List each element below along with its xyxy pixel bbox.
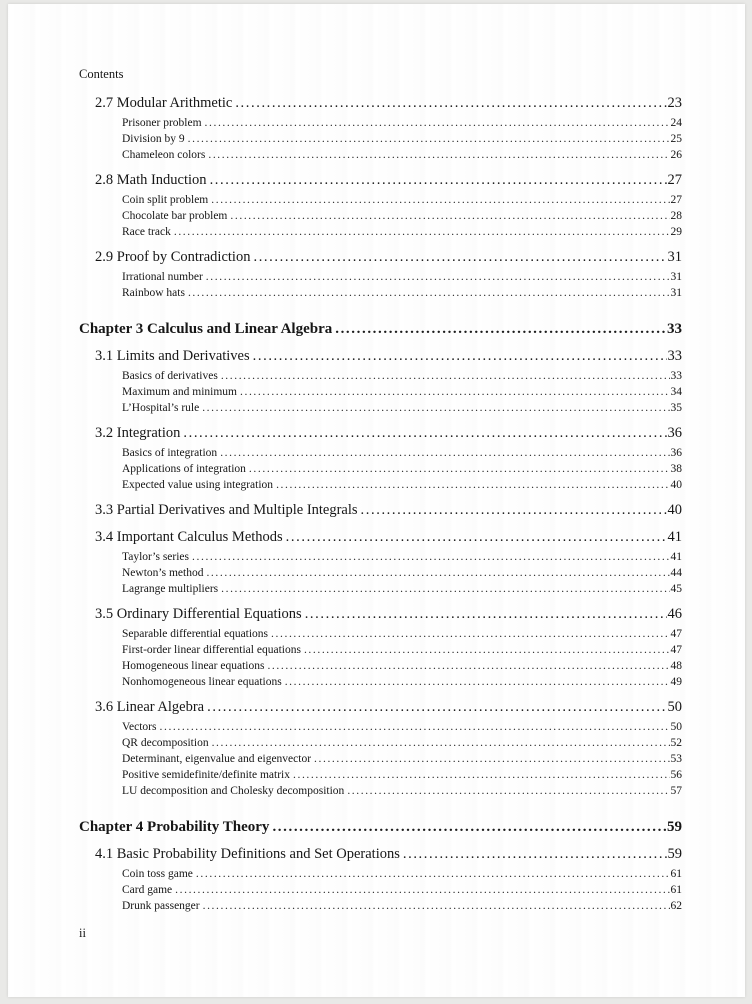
toc-entry-label: 2.7 Modular Arithmetic [95, 95, 233, 111]
toc-entry-label: Card game [122, 884, 173, 896]
toc-entry-label: Homogeneous linear equations [122, 660, 265, 672]
toc-entry-page: 47 [670, 644, 682, 656]
toc-entry-page: 45 [670, 583, 682, 595]
dot-leader [188, 285, 670, 301]
toc-entry-label: Coin split problem [122, 194, 209, 206]
toc-entry-sub[interactable] [79, 384, 682, 400]
toc-entry-sub[interactable] [79, 735, 682, 751]
dot-leader [175, 882, 669, 898]
dot-leader [211, 192, 669, 208]
toc-entry-label: Expected value using integration [122, 479, 274, 491]
dot-leader [314, 751, 669, 767]
dot-leader [203, 898, 670, 914]
toc-entry-chapter[interactable] [79, 319, 682, 339]
toc-entry-sub[interactable] [79, 269, 682, 285]
toc-entry-section[interactable] [79, 171, 682, 190]
toc-entry-label: Drunk passenger [122, 900, 200, 912]
toc-entry-label: 3.6 Linear Algebra [95, 699, 205, 715]
dot-leader [347, 783, 669, 799]
toc-entry-label: 2.9 Proof by Contradiction [95, 249, 251, 265]
toc-entry-page: 48 [670, 660, 682, 672]
dot-leader [271, 626, 669, 642]
toc-entry-label: Division by 9 [122, 133, 185, 145]
toc-entry-label: 2.8 Math Induction [95, 172, 207, 188]
toc-entry-label: 3.2 Integration [95, 425, 181, 441]
toc-entry-sub[interactable] [79, 445, 682, 461]
toc-entry-page: 56 [670, 769, 682, 781]
toc-entry-section[interactable] [79, 424, 682, 443]
toc-entry-label: Basics of derivatives [122, 370, 218, 382]
toc-entry-sub[interactable] [79, 208, 682, 224]
toc-entry-page: 28 [670, 210, 682, 222]
toc-entry-page: 27 [670, 194, 682, 206]
dot-leader [253, 248, 666, 267]
dot-leader [207, 698, 666, 717]
toc-entry-page: 50 [670, 721, 682, 733]
dot-leader [403, 845, 667, 864]
dot-leader [285, 674, 670, 690]
toc-entry-label: Chapter 3 Calculus and Linear Algebra [79, 321, 333, 337]
toc-entry-page: 44 [670, 567, 682, 579]
dot-leader [286, 528, 667, 547]
toc-entry-page: 31 [667, 249, 682, 265]
dot-leader [293, 767, 670, 783]
toc-entry-sub[interactable] [79, 898, 682, 914]
toc-entry-label: Newton’s method [122, 567, 204, 579]
toc-entry-label: Lagrange multipliers [122, 583, 219, 595]
toc-entry-page: 31 [670, 287, 682, 299]
toc-entry-sub[interactable] [79, 400, 682, 416]
dot-leader [221, 581, 669, 597]
toc-entry-label: QR decomposition [122, 737, 209, 749]
toc-entry-label: Taylor’s series [122, 551, 190, 563]
toc-entry-page: 59 [667, 819, 682, 835]
dot-leader [267, 658, 669, 674]
dot-leader [192, 549, 669, 565]
page-content [79, 67, 682, 914]
running-head: Contents [79, 67, 124, 81]
dot-leader [253, 347, 667, 366]
toc-entry-sub[interactable] [79, 882, 682, 898]
toc-entry-page: 33 [667, 321, 682, 337]
toc-entry-section[interactable] [79, 501, 682, 520]
dot-leader [208, 147, 669, 163]
toc-entry-section[interactable] [79, 248, 682, 267]
toc-entry-label: Positive semidefinite/definite matrix [122, 769, 290, 781]
toc-entry-page: 29 [670, 226, 682, 238]
toc-entry-page: 53 [670, 753, 682, 765]
toc-entry-label: 3.4 Important Calculus Methods [95, 529, 283, 545]
toc-entry-page: 59 [667, 846, 682, 862]
dot-leader [206, 565, 669, 581]
dot-leader [249, 461, 670, 477]
toc-entry-chapter[interactable] [79, 817, 682, 837]
table-of-contents [79, 94, 682, 914]
toc-entry-page: 35 [670, 402, 682, 414]
toc-entry-sub[interactable] [79, 368, 682, 384]
toc-entry-sub[interactable] [79, 147, 682, 163]
toc-entry-page: 49 [670, 676, 682, 688]
toc-entry-sub[interactable] [79, 115, 682, 131]
toc-entry-page: 40 [670, 479, 682, 491]
toc-entry-page: 40 [667, 502, 682, 518]
toc-entry-label: 3.5 Ordinary Differential Equations [95, 606, 302, 622]
toc-entry-sub[interactable] [79, 285, 682, 301]
toc-entry-page: 36 [667, 425, 682, 441]
toc-entry-label: Applications of integration [122, 463, 246, 475]
toc-entry-page: 38 [670, 463, 682, 475]
toc-entry-section[interactable] [79, 347, 682, 366]
toc-entry-page: 41 [667, 529, 682, 545]
toc-entry-sub[interactable] [79, 783, 682, 799]
toc-entry-label: Determinant, eigenvalue and eigenvector [122, 753, 312, 765]
page-number-folio: ii [79, 926, 86, 940]
toc-entry-label: Nonhomogeneous linear equations [122, 676, 282, 688]
toc-entry-page: 31 [670, 271, 682, 283]
toc-entry-page: 61 [670, 868, 682, 880]
toc-entry-page: 23 [667, 95, 682, 111]
dot-leader [196, 866, 670, 882]
toc-entry-label: Chocolate bar problem [122, 210, 228, 222]
dot-leader [240, 384, 670, 400]
toc-entry-page: 41 [670, 551, 682, 563]
toc-entry-page: 36 [670, 447, 682, 459]
toc-entry-label: Chameleon colors [122, 149, 206, 161]
toc-entry-page: 47 [670, 628, 682, 640]
toc-entry-section[interactable] [79, 605, 682, 624]
toc-entry-page: 62 [670, 900, 682, 912]
toc-entry-label: Maximum and minimum [122, 386, 237, 398]
dot-leader [272, 817, 666, 837]
dot-leader [188, 131, 670, 147]
dot-leader [174, 224, 670, 240]
dot-leader [220, 445, 669, 461]
toc-entry-sub[interactable] [79, 642, 682, 658]
toc-entry-label: Basics of integration [122, 447, 218, 459]
toc-entry-label: Rainbow hats [122, 287, 185, 299]
dot-leader [305, 605, 667, 624]
toc-entry-page: 24 [670, 117, 682, 129]
toc-entry-label: Race track [122, 226, 171, 238]
toc-entry-page: 27 [667, 172, 682, 188]
dot-leader [212, 735, 670, 751]
toc-entry-sub[interactable] [79, 461, 682, 477]
dot-leader [361, 501, 667, 520]
toc-entry-label: 3.3 Partial Derivatives and Multiple Integrals [95, 502, 358, 518]
toc-entry-section[interactable] [79, 845, 682, 864]
dot-leader [205, 115, 670, 131]
toc-entry-label: Coin toss game [122, 868, 193, 880]
document-page [8, 4, 745, 997]
dot-leader [160, 719, 670, 735]
toc-entry-sub[interactable] [79, 192, 682, 208]
toc-entry-sub[interactable] [79, 866, 682, 882]
toc-entry-sub[interactable] [79, 719, 682, 735]
toc-entry-label: Separable differential equations [122, 628, 269, 640]
toc-entry-page: 50 [667, 699, 682, 715]
toc-entry-label: Irrational number [122, 271, 203, 283]
toc-entry-sub[interactable] [79, 581, 682, 597]
toc-entry-page: 46 [667, 606, 682, 622]
toc-entry-label: Chapter 4 Probability Theory [79, 819, 270, 835]
toc-entry-sub[interactable] [79, 767, 682, 783]
toc-entry-page: 57 [670, 785, 682, 797]
toc-entry-sub[interactable] [79, 131, 682, 147]
toc-entry-sub[interactable] [79, 477, 682, 493]
toc-entry-sub[interactable] [79, 549, 682, 565]
toc-entry-section[interactable] [79, 698, 682, 717]
toc-entry-page: 25 [670, 133, 682, 145]
toc-entry-label: 4.1 Basic Probability Definitions and Set Operations [95, 846, 400, 862]
dot-leader [206, 269, 670, 285]
toc-entry-section[interactable] [79, 528, 682, 547]
dot-leader [304, 642, 670, 658]
toc-entry-sub[interactable] [79, 674, 682, 690]
dot-leader [210, 171, 667, 190]
toc-entry-label: L’Hospital’s rule [122, 402, 200, 414]
toc-entry-sub[interactable] [79, 626, 682, 642]
dot-leader [235, 94, 666, 113]
toc-entry-page: 33 [667, 348, 682, 364]
toc-entry-page: 26 [670, 149, 682, 161]
dot-leader [202, 400, 669, 416]
dot-leader [221, 368, 670, 384]
dot-leader [183, 424, 666, 443]
toc-entry-page: 61 [670, 884, 682, 896]
toc-entry-label: First-order linear differential equations [122, 644, 301, 656]
dot-leader [276, 477, 669, 493]
toc-entry-page: 52 [670, 737, 682, 749]
toc-entry-section[interactable] [79, 94, 682, 113]
toc-entry-sub[interactable] [79, 751, 682, 767]
toc-entry-label: LU decomposition and Cholesky decomposition [122, 785, 345, 797]
dot-leader [335, 319, 666, 339]
toc-entry-sub[interactable] [79, 658, 682, 674]
toc-entry-label: Vectors [122, 721, 157, 733]
dot-leader [230, 208, 669, 224]
toc-entry-page: 33 [670, 370, 682, 382]
toc-entry-sub[interactable] [79, 565, 682, 581]
toc-entry-label: 3.1 Limits and Derivatives [95, 348, 250, 364]
toc-entry-sub[interactable] [79, 224, 682, 240]
toc-entry-page: 34 [670, 386, 682, 398]
toc-entry-label: Prisoner problem [122, 117, 202, 129]
